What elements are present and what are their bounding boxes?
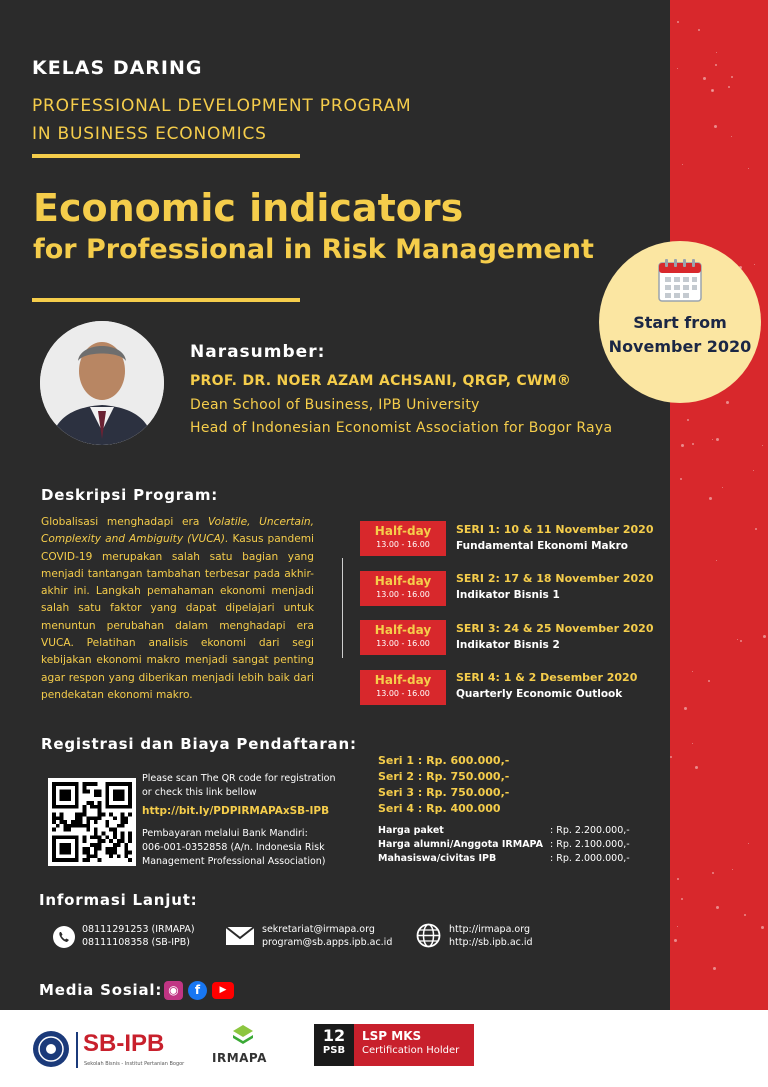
speaker-name: PROF. DR. NOER AZAM ACHSANI, QRGP, CWM® xyxy=(190,373,572,389)
package-label: Harga alumni/Anggota IRMAPA xyxy=(378,839,543,850)
decorative-speck xyxy=(677,878,679,880)
decorative-speck xyxy=(755,528,757,530)
package-value: : Rp. 2.000.000,- xyxy=(550,853,630,864)
package-label: Mahasiswa/civitas IPB xyxy=(378,853,497,864)
decorative-speck xyxy=(711,89,714,92)
lsp-psb: PSB xyxy=(322,1045,346,1056)
decorative-speck xyxy=(674,939,677,942)
email-sb-ipb[interactable]: program@sb.apps.ipb.ac.id xyxy=(262,937,393,948)
scan-instruction xyxy=(142,772,336,800)
halfday-badge-3 xyxy=(360,620,446,655)
websites xyxy=(449,923,533,949)
logo-separator xyxy=(76,1032,78,1068)
instagram-icon[interactable]: ◉ xyxy=(164,981,183,1000)
desc-vuca: Volatile, Uncertain, Complexity and Ambiguity (VUCA). xyxy=(41,516,315,546)
registration-link[interactable]: http://bit.ly/PDPIRMAPAxSB-IPB xyxy=(142,805,330,817)
badge-line-1: Start from xyxy=(633,313,727,332)
price-list xyxy=(378,753,509,817)
halfday-time: 13.00 - 16.00 xyxy=(376,689,430,698)
decorative-speck xyxy=(681,444,684,447)
decorative-speck xyxy=(716,906,719,909)
speaker-label: Narasumber: xyxy=(190,342,326,362)
decorative-speck xyxy=(763,635,766,638)
decorative-speck xyxy=(731,136,732,137)
seri-4-topic: Quarterly Economic Outlook xyxy=(456,688,623,700)
email-irmapa[interactable]: sekretariat@irmapa.org xyxy=(262,924,375,935)
halfday-label: Half-day xyxy=(374,524,432,538)
calendar-icon xyxy=(657,257,703,303)
red-side-panel xyxy=(670,0,768,1010)
halfday-label: Half-day xyxy=(374,623,432,637)
halfday-time: 13.00 - 16.00 xyxy=(376,639,430,648)
package-labels xyxy=(378,824,543,866)
payment-line-2: 006-001-0352858 (A/n. Indonesia Risk xyxy=(142,842,325,853)
decorative-speck xyxy=(744,914,746,916)
scan-line-1: Please scan The QR code for registration xyxy=(142,773,336,784)
facebook-icon[interactable]: f xyxy=(188,981,207,1000)
decorative-speck xyxy=(726,401,729,404)
seri-1-title: SERI 1: 10 & 11 November 2020 xyxy=(456,523,654,536)
decorative-speck xyxy=(753,470,754,471)
program-line-1: PROFESSIONAL DEVELOPMENT PROGRAM xyxy=(32,96,412,116)
website-irmapa[interactable]: http://irmapa.org xyxy=(449,924,531,935)
schedule-divider xyxy=(342,558,343,658)
website-sb-ipb[interactable]: http://sb.ipb.ac.id xyxy=(449,937,533,948)
divider-bottom xyxy=(32,298,300,302)
decorative-speck xyxy=(680,478,682,480)
decorative-speck xyxy=(692,671,693,672)
halfday-label: Half-day xyxy=(374,574,432,588)
seri-3-title: SERI 3: 24 & 25 November 2020 xyxy=(456,622,654,635)
decorative-speck xyxy=(687,419,689,421)
phone-numbers xyxy=(82,923,195,949)
email-addresses xyxy=(262,923,392,949)
globe-icon xyxy=(416,923,441,948)
decorative-speck xyxy=(692,443,694,445)
decorative-speck xyxy=(712,872,714,874)
payment-line-1: Pembayaran melalui Bank Mandiri: xyxy=(142,828,308,839)
speaker-role-1: Dean School of Business, IPB University xyxy=(190,397,480,413)
phone-irmapa[interactable]: 08111291253 (IRMAPA) xyxy=(82,924,195,935)
decorative-speck xyxy=(682,164,683,165)
decorative-speck xyxy=(731,76,733,78)
desc-part-1: Globalisasi menghadapi era xyxy=(41,516,209,528)
lsp-subtitle: Certification Holder xyxy=(362,1045,460,1056)
lsp-mks-logo xyxy=(314,1024,474,1066)
decorative-speck xyxy=(709,497,712,500)
info-heading: Informasi Lanjut: xyxy=(39,891,198,909)
package-label: Harga paket xyxy=(378,825,444,836)
desc-part-2: Kasus pandemi COVID-19 merupakan salah satu bagian yang menjadi tantangan tambahan terbesar pada akhir-akhir ini. Langkah pemahaman ekonomi menjadi salah satu faktor yang dapat dipelajari untuk menuntun perubahan dalam menghadapi era VUCA. Pelatihan analisis ekonomi dari segi kebijakan ekonomi makro menjadi sangat penting agar respon yang diberikan menjadi lebih baik dari pendekatan ekonomi makro. xyxy=(41,533,314,701)
lsp-title: LSP MKS xyxy=(362,1029,422,1043)
decorative-speck xyxy=(748,168,749,169)
package-value: : Rp. 2.200.000,- xyxy=(550,825,630,836)
decorative-speck xyxy=(712,439,713,440)
package-value: : Rp. 2.100.000,- xyxy=(550,839,630,850)
halfday-badge-1 xyxy=(360,521,446,556)
social-heading: Media Sosial: xyxy=(39,981,163,999)
seri-4-title: SERI 4: 1 & 2 Desember 2020 xyxy=(456,671,638,684)
decorative-speck xyxy=(716,438,719,441)
decorative-speck xyxy=(728,86,730,88)
decorative-speck xyxy=(737,639,738,640)
decorative-speck xyxy=(695,766,698,769)
halfday-badge-4 xyxy=(360,670,446,705)
start-date-badge xyxy=(599,241,761,403)
main-title: Economic indicators xyxy=(33,186,464,230)
whatsapp-icon xyxy=(52,925,76,949)
decorative-speck xyxy=(716,560,717,561)
description-heading: Deskripsi Program: xyxy=(41,486,219,504)
halfday-label: Half-day xyxy=(374,673,432,687)
youtube-icon[interactable]: ▶ xyxy=(212,982,234,999)
decorative-speck xyxy=(692,743,693,744)
price-seri-1: Seri 1 : Rp. 600.000,- xyxy=(378,754,510,767)
payment-line-3: Management Professional Association) xyxy=(142,856,326,867)
divider-top xyxy=(32,154,300,158)
main-subtitle: for Professional in Risk Management xyxy=(33,234,594,265)
payment-info xyxy=(142,827,326,869)
decorative-speck xyxy=(740,640,742,642)
decorative-speck xyxy=(703,77,706,80)
decorative-speck xyxy=(677,21,679,23)
halfday-time: 13.00 - 16.00 xyxy=(376,590,430,599)
registration-heading: Registrasi dan Biaya Pendaftaran: xyxy=(41,735,357,753)
decorative-speck xyxy=(761,926,764,929)
ipb-seal-icon xyxy=(32,1030,70,1068)
halfday-time: 13.00 - 16.00 xyxy=(376,540,430,549)
price-seri-3: Seri 3 : Rp. 750.000,- xyxy=(378,786,510,799)
decorative-speck xyxy=(677,926,678,927)
price-seri-4: Seri 4 : Rp. 400.000 xyxy=(378,802,501,815)
badge-line-2: November 2020 xyxy=(608,337,752,356)
decorative-speck xyxy=(677,68,678,69)
seri-2-topic: Indikator Bisnis 1 xyxy=(456,589,560,601)
kelas-daring-label: KELAS DARING xyxy=(32,57,203,79)
registration-qr-code[interactable] xyxy=(48,778,136,866)
halfday-badge-2 xyxy=(360,571,446,606)
phone-sb-ipb[interactable]: 08111108358 (SB-IPB) xyxy=(82,937,190,948)
decorative-speck xyxy=(684,707,687,710)
price-seri-2: Seri 2 : Rp. 750.000,- xyxy=(378,770,510,783)
decorative-speck xyxy=(698,29,700,31)
sb-ipb-logo: SB-IPB xyxy=(83,1030,165,1057)
speaker-role-2: Head of Indonesian Economist Association for Bogor Raya xyxy=(190,420,613,436)
decorative-speck xyxy=(713,967,716,970)
decorative-speck xyxy=(722,487,723,488)
decorative-speck xyxy=(670,756,672,758)
decorative-speck xyxy=(748,843,749,844)
seri-1-topic: Fundamental Ekonomi Makro xyxy=(456,540,628,552)
decorative-speck xyxy=(754,264,755,265)
lsp-number: 12 xyxy=(322,1026,346,1045)
speaker-photo xyxy=(40,321,164,445)
package-values xyxy=(550,824,630,866)
seri-2-title: SERI 2: 17 & 18 November 2020 xyxy=(456,572,654,585)
decorative-speck xyxy=(732,869,733,870)
sb-ipb-subtitle: Sekolah Bisnis - Institut Pertanian Bogor xyxy=(84,1061,185,1067)
irmapa-logo-icon xyxy=(231,1024,255,1048)
scan-line-2: or check this link bellow xyxy=(142,787,257,798)
program-line-2: IN BUSINESS ECONOMICS xyxy=(32,124,267,144)
irmapa-logo-text: IRMAPA xyxy=(212,1051,267,1065)
decorative-speck xyxy=(762,445,763,446)
decorative-speck xyxy=(715,64,717,66)
decorative-speck xyxy=(681,898,683,900)
decorative-speck xyxy=(714,125,717,128)
seri-3-topic: Indikator Bisnis 2 xyxy=(456,639,560,651)
decorative-speck xyxy=(716,52,717,53)
program-title xyxy=(32,92,411,148)
email-icon xyxy=(225,926,255,946)
description-text xyxy=(41,514,314,704)
decorative-speck xyxy=(708,680,710,682)
